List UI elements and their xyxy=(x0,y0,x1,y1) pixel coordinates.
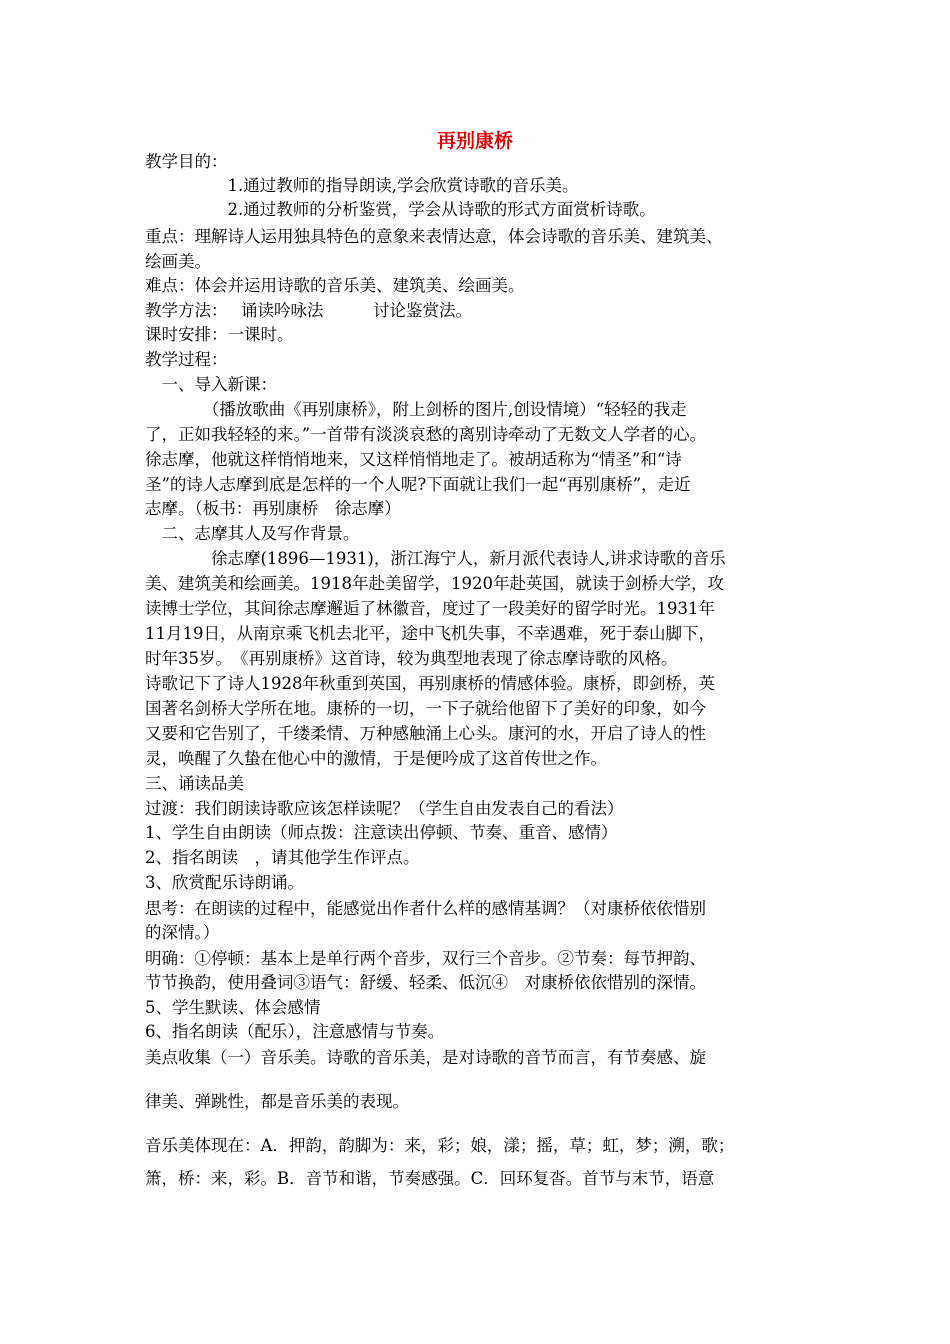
text-line: 律美、弹跳性，都是音乐美的表现。 xyxy=(145,1092,409,1111)
text-line: 又要和它告别了，千缕柔情、万种感触涌上心头。康河的水，开启了诗人的性 xyxy=(145,724,706,743)
text-line: 明确：①停顿：基本上是单行两个音步，双行三个音步。②节奏：每节押韵、 xyxy=(145,949,706,968)
text-line: 的深情。） xyxy=(145,923,220,942)
text-line: 箫，桥：来，彩。B．音节和谐，节奏感强。C．回环复沓。首节与末节，语意 xyxy=(145,1169,715,1188)
text-line: 圣”的诗人志摩到底是怎样的一个人呢?下面就让我们一起“再别康桥”，走近 xyxy=(145,475,691,494)
text-line: 2.通过教师的分析鉴赏，学会从诗歌的形式方面赏析诗歌。 xyxy=(145,200,656,219)
text-line: 1、学生自由朗读（师点拨：注意读出停顿、节奏、重音、感情） xyxy=(145,823,618,842)
text-line: 美点收集（一）音乐美。诗歌的音乐美，是对诗歌的音节而言，有节奏感、旋 xyxy=(145,1048,706,1067)
text-line: 徐志摩，他就这样悄悄地来，又这样悄悄地走了。被胡适称为“情圣”和“诗 xyxy=(145,450,682,469)
text-line: 过渡：我们朗读诗歌应该怎样读呢？（学生自由发表自己的看法） xyxy=(145,799,624,818)
text-line: （播放歌曲《再别康桥》，附上剑桥的图片,创设情境）“轻轻的我走 xyxy=(145,400,687,419)
text-line: 三、诵读品美 xyxy=(145,774,244,793)
text-line: 读博士学位，其间徐志摩邂逅了林徽音，度过了一段美好的留学时光。1931年 xyxy=(145,599,715,618)
text-line: 志摩。（板书：再别康桥 徐志摩） xyxy=(145,499,401,518)
text-line: 教学方法： 诵读吟咏法 讨论鉴赏法。 xyxy=(145,301,472,320)
text-line: 1.通过教师的指导朗读,学会欣赏诗歌的音乐美。 xyxy=(145,176,579,195)
text-line: 绘画美。 xyxy=(145,252,211,271)
text-line: 了，正如我轻轻的来。”一首带有淡淡哀愁的离别诗牵动了无数文人学者的心。 xyxy=(145,425,707,444)
text-line: 二、志摩其人及写作背景。 xyxy=(145,524,360,543)
text-line: 节节换韵，使用叠词③语气：舒缓、轻柔、低沉④ 对康桥依依惜别的深情。 xyxy=(145,973,706,992)
document-title: 再别康桥 xyxy=(436,130,513,152)
text-line: 诗歌记下了诗人1928年秋重到英国，再别康桥的情感体验。康桥，即剑桥，英 xyxy=(145,674,715,693)
text-line: 美、建筑美和绘画美。1918年赴美留学，1920年赴英国，就读于剑桥大学，攻 xyxy=(145,574,724,593)
text-line: 一、导入新课： xyxy=(145,375,277,394)
text-line: 教学过程： xyxy=(145,350,228,369)
text-line: 6、指名朗读（配乐），注意感情与节奏。 xyxy=(145,1022,445,1041)
text-line: 思考：在朗读的过程中，能感觉出作者什么样的感情基调？（对康桥依依惜别 xyxy=(145,899,706,918)
text-line: 5、学生默读、体会感情 xyxy=(145,998,321,1017)
text-line: 国著名剑桥大学所在地。康桥的一切，一下子就给他留下了美好的印象，如今 xyxy=(145,699,706,718)
text-line: 难点：体会并运用诗歌的音乐美、建筑美、绘画美。 xyxy=(145,276,525,295)
text-line: 2、指名朗读 ，请其他学生作评点。 xyxy=(145,848,420,867)
text-line: 时年35岁。 《再别康桥》这首诗，较为典型地表现了徐志摩诗歌的风格。 xyxy=(145,649,678,668)
text-line: 教学目的： xyxy=(145,152,228,171)
text-line: 灵，唤醒了久蛰在他心中的激情，于是便吟成了这首传世之作。 xyxy=(145,749,607,768)
text-line: 课时安排：一课时。 xyxy=(145,325,294,344)
text-line: 音乐美体现在：A．押韵，韵脚为：来，彩；娘，漾；摇，草；虹，梦；溯，歌； xyxy=(145,1136,735,1155)
text-line: 重点：理解诗人运用独具特色的意象来表情达意，体会诗歌的音乐美、建筑美、 xyxy=(145,227,723,246)
text-line: 徐志摩(1896—1931)，浙江海宁人，新月派代表诗人,讲求诗歌的音乐 xyxy=(145,549,726,568)
text-line: 3、欣赏配乐诗朗诵。 xyxy=(145,873,304,892)
text-line: 11月19日，从南京乘飞机去北平，途中飞机失事，不幸遇难，死于泰山脚下， xyxy=(145,624,715,643)
